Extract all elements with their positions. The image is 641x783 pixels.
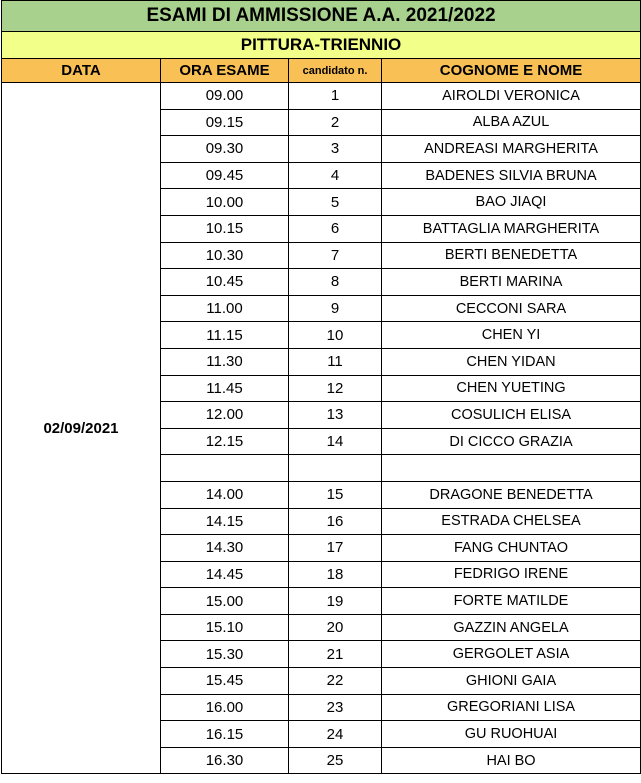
exam-date: 02/09/2021 (2, 83, 161, 774)
candidate-name-cell: CHEN YIDAN (382, 348, 641, 375)
candidate-number-cell: 17 (289, 535, 382, 562)
candidate-number-cell: 25 (289, 747, 382, 774)
candidate-number-cell: 8 (289, 269, 382, 296)
candidate-number-cell: 12 (289, 375, 382, 402)
candidate-number-cell: 6 (289, 215, 382, 242)
candidate-name-cell: ANDREASI MARGHERITA (382, 136, 641, 163)
candidate-number-cell: 22 (289, 668, 382, 695)
candidate-number-cell: 16 (289, 508, 382, 535)
candidate-name-cell: ALBA AZUL (382, 109, 641, 136)
candidate-name-cell: BATTAGLIA MARGHERITA (382, 215, 641, 242)
exam-time-cell: 09.45 (161, 162, 289, 189)
candidate-number-cell: 18 (289, 561, 382, 588)
candidate-name-cell: DRAGONE BENEDETTA (382, 481, 641, 508)
candidate-number-cell: 13 (289, 402, 382, 429)
candidate-number-cell: 23 (289, 694, 382, 721)
header-data: DATA (2, 59, 161, 83)
table-row (2, 83, 641, 110)
candidate-number-cell: 5 (289, 189, 382, 216)
candidate-name-cell: GERGOLET ASIA (382, 641, 641, 668)
candidate-number-cell: 24 (289, 721, 382, 748)
candidate-name-cell: CHEN YUETING (382, 375, 641, 402)
exam-schedule-table (1, 0, 641, 774)
candidate-name-cell: CHEN YI (382, 322, 641, 349)
candidate-name-cell: BERTI MARINA (382, 269, 641, 296)
exam-time-cell (161, 455, 289, 482)
exam-time-cell: 15.00 (161, 588, 289, 615)
exam-time-cell: 14.00 (161, 481, 289, 508)
exam-time-cell: 12.15 (161, 428, 289, 455)
candidate-number-cell: 15 (289, 481, 382, 508)
exam-time-cell: 10.15 (161, 215, 289, 242)
candidate-name-cell: AIROLDI VERONICA (382, 83, 641, 110)
candidate-name-cell: GAZZIN ANGELA (382, 614, 641, 641)
exam-time-cell: 11.15 (161, 322, 289, 349)
exam-time-cell: 09.15 (161, 109, 289, 136)
candidate-number-cell: 2 (289, 109, 382, 136)
title-row (2, 1, 641, 32)
candidate-name-cell: CECCONI SARA (382, 295, 641, 322)
candidate-number-cell: 7 (289, 242, 382, 269)
exam-time-cell: 10.30 (161, 242, 289, 269)
exam-time-cell: 16.15 (161, 721, 289, 748)
header-candidato: candidato n. (289, 59, 382, 83)
exam-time-cell: 15.10 (161, 614, 289, 641)
header-ora: ORA ESAME (161, 59, 289, 83)
candidate-number-cell (289, 455, 382, 482)
exam-time-cell: 15.45 (161, 668, 289, 695)
candidate-name-cell: BADENES SILVIA BRUNA (382, 162, 641, 189)
exam-time-cell: 14.15 (161, 508, 289, 535)
table-title: ESAMI DI AMMISSIONE A.A. 2021/2022 (2, 1, 641, 32)
exam-time-cell: 11.00 (161, 295, 289, 322)
candidate-number-cell: 3 (289, 136, 382, 163)
candidate-name-cell: COSULICH ELISA (382, 402, 641, 429)
candidate-number-cell: 11 (289, 348, 382, 375)
candidate-number-cell: 9 (289, 295, 382, 322)
exam-time-cell: 11.30 (161, 348, 289, 375)
exam-time-cell: 11.45 (161, 375, 289, 402)
exam-time-cell: 10.45 (161, 269, 289, 296)
candidate-number-cell: 10 (289, 322, 382, 349)
candidate-name-cell (382, 455, 641, 482)
exam-time-cell: 14.45 (161, 561, 289, 588)
candidate-name-cell: GREGORIANI LISA (382, 694, 641, 721)
candidate-number-cell: 19 (289, 588, 382, 615)
exam-time-cell: 16.30 (161, 747, 289, 774)
exam-time-cell: 09.30 (161, 136, 289, 163)
candidate-number-cell: 21 (289, 641, 382, 668)
exam-time-cell: 12.00 (161, 402, 289, 429)
candidate-number-cell: 4 (289, 162, 382, 189)
candidate-name-cell: FEDRIGO IRENE (382, 561, 641, 588)
exam-time-cell: 16.00 (161, 694, 289, 721)
exam-time-cell: 14.30 (161, 535, 289, 562)
exam-time-cell: 10.00 (161, 189, 289, 216)
candidate-number-cell: 1 (289, 83, 382, 110)
candidate-name-cell: GU RUOHUAI (382, 721, 641, 748)
candidate-number-cell: 20 (289, 614, 382, 641)
candidate-name-cell: DI CICCO GRAZIA (382, 428, 641, 455)
exam-time-cell: 09.00 (161, 83, 289, 110)
subtitle-row (2, 32, 641, 59)
header-nome: COGNOME E NOME (382, 59, 641, 83)
candidate-name-cell: FANG CHUNTAO (382, 535, 641, 562)
candidate-name-cell: GHIONI GAIA (382, 668, 641, 695)
header-row (2, 59, 641, 83)
table-subtitle: PITTURA-TRIENNIO (2, 32, 641, 59)
candidate-name-cell: BAO JIAQI (382, 189, 641, 216)
candidate-name-cell: ESTRADA CHELSEA (382, 508, 641, 535)
candidate-number-cell: 14 (289, 428, 382, 455)
candidate-name-cell: HAI BO (382, 747, 641, 774)
exam-time-cell: 15.30 (161, 641, 289, 668)
candidate-name-cell: FORTE MATILDE (382, 588, 641, 615)
candidate-name-cell: BERTI BENEDETTA (382, 242, 641, 269)
